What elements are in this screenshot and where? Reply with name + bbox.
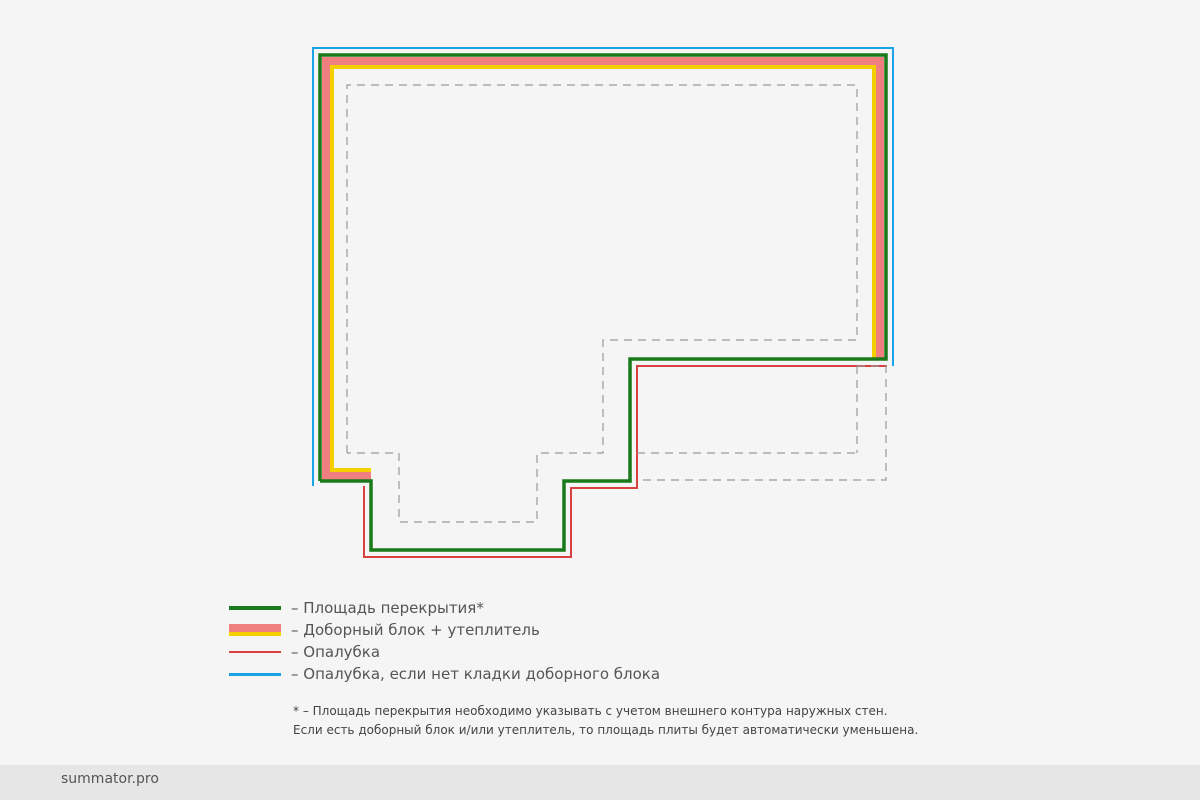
legend-item-formwork	[229, 641, 660, 663]
legend-item-formwork-no-block	[229, 663, 660, 685]
extra-block-swatch	[229, 624, 281, 636]
footnote-line-1: * – Площадь перекрытия необходимо указывать с учетом внешнего контура наружных стен.	[293, 704, 888, 718]
footer-bar	[0, 765, 1200, 800]
formwork-no-block-outline	[313, 48, 893, 486]
slab-area-swatch	[229, 602, 281, 614]
formwork-outline	[364, 366, 887, 557]
slab-area-outline	[320, 55, 886, 550]
legend-label: – Доборный блок + утеплитель	[291, 621, 540, 639]
formwork-no-block-swatch	[229, 668, 281, 680]
legend	[229, 597, 660, 685]
inner-dashed-outline	[347, 85, 857, 522]
footnote-line-2: Если есть доборный блок и/или утеплитель, то площадь плиты будет автоматически уменьшена.	[293, 723, 919, 737]
outer-dashed-outline	[637, 366, 886, 480]
site-brand[interactable]: summator.pro	[61, 771, 159, 787]
legend-label: – Площадь перекрытия*	[291, 599, 484, 617]
footnote	[293, 702, 918, 740]
legend-label: – Опалубка, если нет кладки доборного блока	[291, 665, 661, 683]
legend-item-extra-block	[229, 619, 660, 641]
legend-label: – Опалубка	[291, 643, 381, 661]
formwork-swatch	[229, 646, 281, 658]
legend-item-slab-area	[229, 597, 660, 619]
